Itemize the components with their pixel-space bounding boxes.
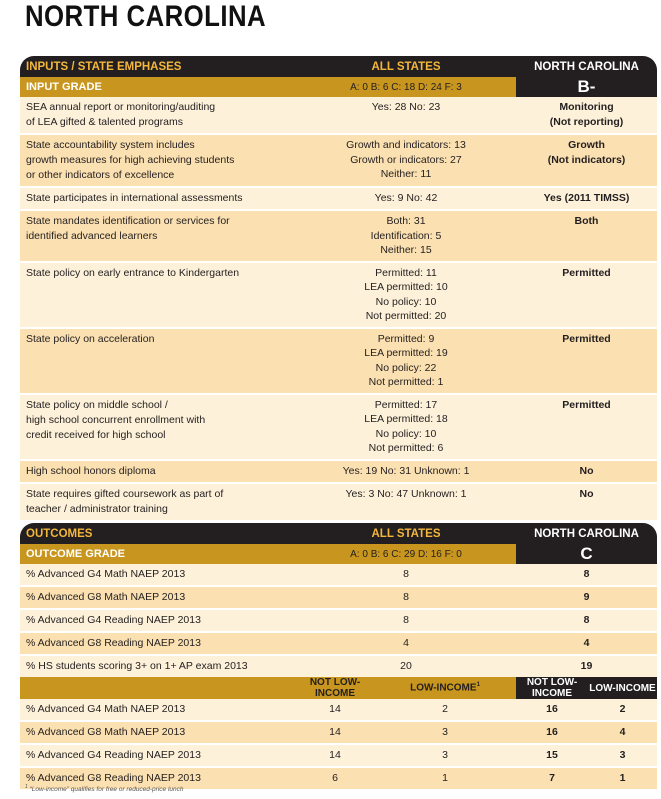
all-not-low-income-value: 14 bbox=[296, 744, 374, 767]
inputs-header-all-states: ALL STATES bbox=[296, 56, 516, 77]
table-row bbox=[20, 744, 657, 767]
all-states-value: Identification: 5 bbox=[370, 229, 442, 242]
outcomes-header-label: OUTCOMES bbox=[20, 523, 296, 544]
input-grade-row bbox=[20, 77, 657, 97]
income-subheader-row bbox=[20, 677, 657, 699]
question-text: State accountability system includes bbox=[26, 139, 195, 151]
question-text: State policy on acceleration bbox=[26, 332, 155, 345]
table-row bbox=[20, 210, 657, 262]
all-states-value: 8 bbox=[296, 586, 516, 609]
footnote-marker: 1 bbox=[25, 784, 28, 790]
input-grade-label: INPUT GRADE bbox=[20, 77, 296, 97]
table-row bbox=[20, 632, 657, 655]
outcome-grade-value: C bbox=[516, 544, 657, 564]
all-states-value: Growth and indicators: 13 bbox=[346, 139, 466, 151]
state-value: Monitoring bbox=[559, 101, 614, 113]
outcomes-table bbox=[20, 523, 657, 789]
all-states-value: Not permitted: 6 bbox=[368, 442, 444, 454]
state-value: Both bbox=[574, 215, 599, 227]
all-states-value: 4 bbox=[296, 632, 516, 655]
all-states-value: Yes: 3 No: 47 Unknown: 1 bbox=[345, 487, 467, 500]
outcome-label: % Advanced G4 Reading NAEP 2013 bbox=[20, 744, 296, 767]
footnote bbox=[25, 784, 184, 793]
outcome-label: % Advanced G8 Reading NAEP 2013 bbox=[20, 767, 296, 789]
state-value: Permitted bbox=[562, 332, 611, 345]
state-not-low-income-value: 16 bbox=[516, 721, 588, 744]
outcome-label: % HS students scoring 3+ on 1+ AP exam 2013 bbox=[20, 655, 296, 677]
outcome-grade-row bbox=[20, 544, 657, 564]
table-row bbox=[20, 134, 657, 187]
state-value: Growth bbox=[568, 139, 605, 151]
all-states-value: LEA permitted: 10 bbox=[364, 281, 448, 293]
all-low-income-value: 3 bbox=[374, 744, 516, 767]
question-text: SEA annual report or monitoring/auditing bbox=[26, 101, 216, 113]
all-states-value: No policy: 10 bbox=[375, 427, 437, 440]
state-value: 8 bbox=[516, 564, 657, 586]
state-value: (Not reporting) bbox=[549, 115, 624, 128]
state-value: 4 bbox=[516, 632, 657, 655]
all-states-value: Both: 31 bbox=[386, 215, 426, 227]
outcome-label: % Advanced G4 Reading NAEP 2013 bbox=[20, 609, 296, 632]
question-text: of LEA gifted & talented programs bbox=[26, 116, 184, 128]
all-states-value: No policy: 22 bbox=[375, 361, 437, 374]
state-not-low-income-value: 16 bbox=[516, 699, 588, 721]
outcome-grade-distribution: A: 0 B: 6 C: 29 D: 16 F: 0 bbox=[296, 544, 516, 564]
table-row bbox=[20, 187, 657, 210]
subheader-all-low-income: LOW-INCOME$^1$ bbox=[374, 677, 516, 699]
all-states-value: Yes: 19 No: 31 Unknown: 1 bbox=[342, 464, 470, 477]
table-row bbox=[20, 564, 657, 586]
question-text: teacher / administrator training bbox=[26, 502, 168, 515]
question-text: State participates in international assessments bbox=[26, 192, 243, 204]
table-row bbox=[20, 97, 657, 134]
all-states-value: Neither: 15 bbox=[380, 244, 432, 256]
outcome-label: % Advanced G4 Math NAEP 2013 bbox=[20, 699, 296, 721]
all-states-value: Growth or indicators: 27 bbox=[350, 153, 462, 166]
outcomes-header-state: NORTH CAROLINA bbox=[516, 523, 657, 544]
question-text: State mandates identification or services for bbox=[26, 215, 230, 227]
all-not-low-income-value: 6 bbox=[296, 767, 374, 789]
state-value: Yes (2011 TIMSS) bbox=[543, 192, 630, 204]
all-states-value: Permitted: 17 bbox=[374, 398, 438, 411]
state-value: No bbox=[579, 487, 594, 500]
state-value: 19 bbox=[516, 655, 657, 677]
state-value: (Not indicators) bbox=[547, 153, 626, 166]
all-states-value: No policy: 10 bbox=[375, 295, 437, 308]
state-value: Permitted bbox=[562, 266, 611, 279]
subheader-state-not-low-income: NOT LOW-INCOME bbox=[516, 677, 588, 699]
table-row bbox=[20, 655, 657, 677]
inputs-header-state: NORTH CAROLINA bbox=[516, 56, 657, 77]
outcome-label: % Advanced G8 Reading NAEP 2013 bbox=[20, 632, 296, 655]
table-row bbox=[20, 721, 657, 744]
state-value: 9 bbox=[516, 586, 657, 609]
input-grade-distribution: A: 0 B: 6 C: 18 D: 24 F: 3 bbox=[296, 77, 516, 97]
page-title: NORTH CAROLINA bbox=[25, 0, 267, 33]
table-row bbox=[20, 394, 657, 460]
inputs-table bbox=[20, 56, 657, 520]
all-states-value: Yes: 28 No: 23 bbox=[371, 101, 441, 113]
all-not-low-income-value: 14 bbox=[296, 721, 374, 744]
all-states-value: 8 bbox=[296, 564, 516, 586]
all-states-value: LEA permitted: 19 bbox=[364, 347, 448, 359]
outcome-label: % Advanced G4 Math NAEP 2013 bbox=[20, 564, 296, 586]
table-row bbox=[20, 328, 657, 394]
state-low-income-value: 2 bbox=[588, 699, 657, 721]
all-states-value: Permitted: 9 bbox=[377, 332, 435, 345]
question-text: high school concurrent enrollment with bbox=[26, 413, 206, 426]
subheader-all-not-low-income: NOT LOW-INCOME bbox=[296, 677, 374, 699]
question-text: growth measures for high achieving students bbox=[26, 154, 235, 166]
input-grade-value: B- bbox=[516, 77, 657, 97]
all-states-value: Yes: 9 No: 42 bbox=[374, 192, 438, 204]
state-value: No bbox=[579, 464, 594, 477]
state-value: 8 bbox=[516, 609, 657, 632]
all-low-income-value: 1 bbox=[374, 767, 516, 789]
outcome-grade-label: OUTCOME GRADE bbox=[20, 544, 296, 564]
question-text: State policy on early entrance to Kindergarten bbox=[26, 266, 240, 279]
outcome-label: % Advanced G8 Math NAEP 2013 bbox=[20, 586, 296, 609]
all-states-value: Permitted: 11 bbox=[375, 266, 437, 279]
question-text: or other indicators of excellence bbox=[26, 169, 175, 181]
question-text: credit received for high school bbox=[26, 428, 166, 441]
all-states-value: LEA permitted: 18 bbox=[364, 413, 448, 425]
all-states-value: Not permitted: 20 bbox=[365, 310, 447, 322]
state-not-low-income-value: 7 bbox=[516, 767, 588, 789]
footnote-text: “Low-income” qualifies for free or reduced-price lunch bbox=[29, 786, 184, 794]
question-text: State requires gifted coursework as part of bbox=[26, 487, 224, 500]
all-states-value: 20 bbox=[296, 655, 516, 677]
state-value: Permitted bbox=[562, 398, 611, 411]
state-not-low-income-value: 15 bbox=[516, 744, 588, 767]
question-text: State policy on middle school / bbox=[26, 398, 168, 411]
table-row bbox=[20, 262, 657, 328]
inputs-header-row bbox=[20, 56, 657, 77]
table-row bbox=[20, 586, 657, 609]
all-states-value: 8 bbox=[296, 609, 516, 632]
outcome-label: % Advanced G8 Math NAEP 2013 bbox=[20, 721, 296, 744]
table-row bbox=[20, 609, 657, 632]
question-text: identified advanced learners bbox=[26, 230, 158, 242]
state-low-income-value: 4 bbox=[588, 721, 657, 744]
table-row bbox=[20, 460, 657, 483]
subheader-state-low-income: LOW-INCOME bbox=[588, 677, 657, 699]
table-row bbox=[20, 699, 657, 721]
footnote-marker: 1 bbox=[476, 682, 480, 689]
all-states-value: Neither: 11 bbox=[380, 168, 432, 180]
all-not-low-income-value: 14 bbox=[296, 699, 374, 721]
table-row bbox=[20, 483, 657, 520]
all-states-value: Not permitted: 1 bbox=[368, 376, 444, 388]
question-text: High school honors diploma bbox=[26, 464, 156, 477]
state-low-income-value: 3 bbox=[588, 744, 657, 767]
inputs-header-label: INPUTS / STATE EMPHASES bbox=[20, 56, 296, 77]
all-low-income-value: 3 bbox=[374, 721, 516, 744]
all-low-income-value: 2 bbox=[374, 699, 516, 721]
outcomes-header-all-states: ALL STATES bbox=[296, 523, 516, 544]
outcomes-header-row bbox=[20, 523, 657, 544]
state-low-income-value: 1 bbox=[588, 767, 657, 789]
